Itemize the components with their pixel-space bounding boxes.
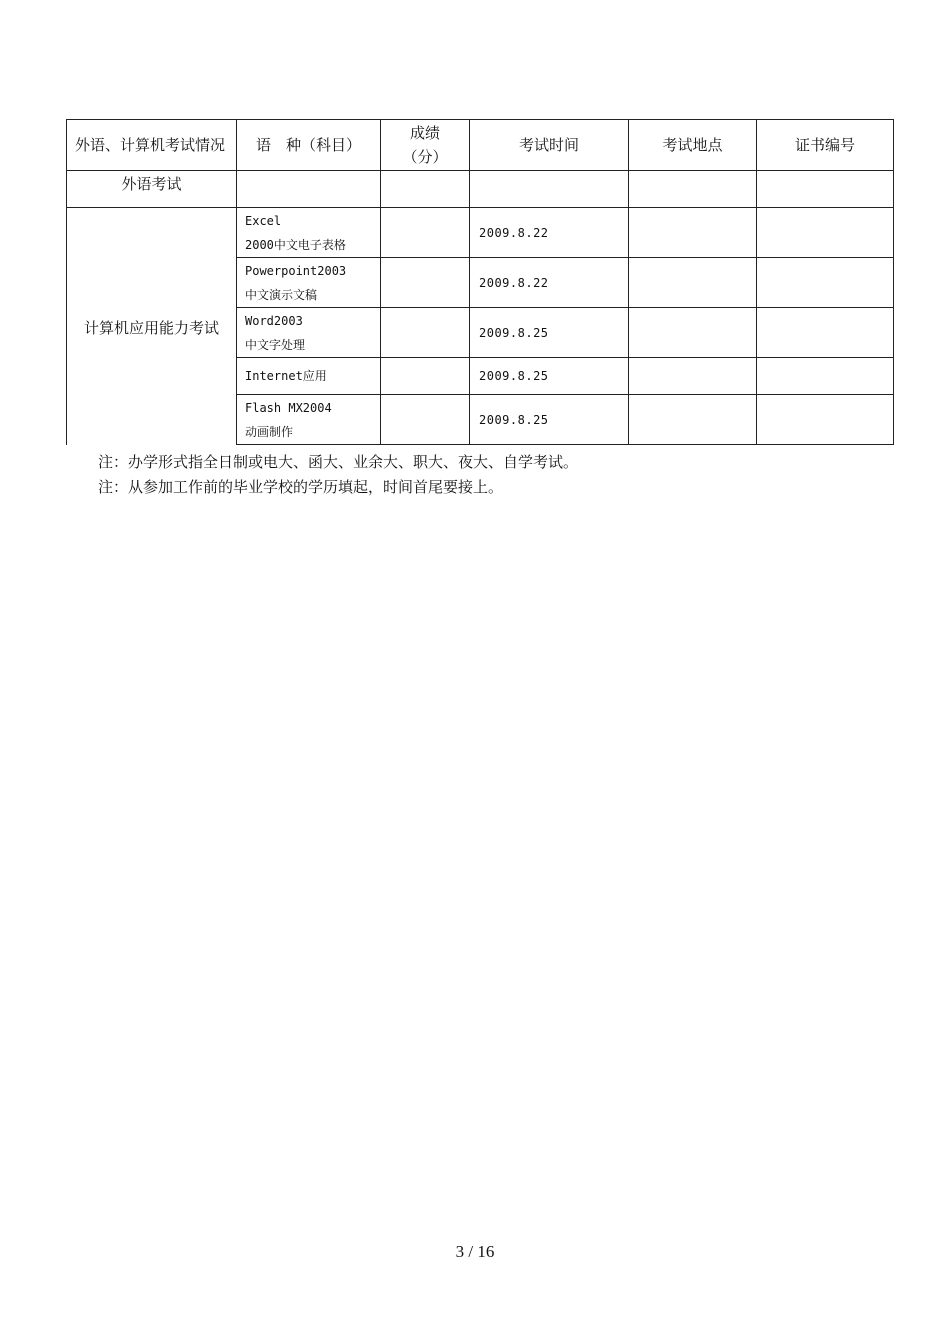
notes <box>98 450 578 500</box>
cert-cell[interactable] <box>757 358 894 395</box>
subject-line1: Flash MX2004 <box>245 400 332 415</box>
foreign-language-time-cell[interactable] <box>470 171 629 208</box>
foreign-language-place-cell[interactable] <box>629 171 757 208</box>
exam-table <box>66 119 894 445</box>
place-cell[interactable] <box>629 258 757 308</box>
subject-cell <box>237 308 381 358</box>
foreign-language-subject-cell[interactable] <box>237 171 381 208</box>
subject-line2: 中文演示文稿 <box>245 287 318 302</box>
header-cert: 证书编号 <box>757 120 894 171</box>
date-cell: 2009.8.25 <box>470 308 629 358</box>
date-cell: 2009.8.22 <box>470 208 629 258</box>
subject-line1: Excel <box>245 213 282 228</box>
header-score: 成绩（分） <box>381 120 470 171</box>
computer-exam-label: 计算机应用能力考试 <box>67 208 237 445</box>
note-line: 注：办学形式指全日制或电大、函大、业余大、职大、夜大、自学考试。 <box>98 453 579 471</box>
score-cell[interactable] <box>381 395 470 445</box>
header-time: 考试时间 <box>470 120 629 171</box>
place-cell[interactable] <box>629 395 757 445</box>
foreign-language-score-cell[interactable] <box>381 171 470 208</box>
subject-line2: 动画制作 <box>245 424 294 439</box>
note-line: 注：从参加工作前的毕业学校的学历填起，时间首尾要接上。 <box>98 478 504 496</box>
score-cell[interactable] <box>381 258 470 308</box>
subject-cell <box>237 258 381 308</box>
subject-cell <box>237 395 381 445</box>
header-subject: 语 种（科目） <box>237 120 381 171</box>
cert-cell[interactable] <box>757 208 894 258</box>
header-place: 考试地点 <box>629 120 757 171</box>
subject-line1: Word2003 <box>245 313 303 328</box>
subject-line2: 2000中文电子表格 <box>245 237 346 252</box>
date-cell: 2009.8.22 <box>470 258 629 308</box>
header-category: 外语、计算机考试情况 <box>67 120 237 171</box>
page-number: 3 / 16 <box>455 1242 495 1261</box>
foreign-language-row <box>67 171 894 208</box>
place-cell[interactable] <box>629 308 757 358</box>
place-cell[interactable] <box>629 358 757 395</box>
subject-cell <box>237 358 381 395</box>
cert-cell[interactable] <box>757 258 894 308</box>
place-cell[interactable] <box>629 208 757 258</box>
score-cell[interactable] <box>381 208 470 258</box>
foreign-language-cert-cell[interactable] <box>757 171 894 208</box>
subject-cell <box>237 208 381 258</box>
subject-line1: Internet应用 <box>245 369 327 383</box>
table-row <box>67 208 894 258</box>
date-cell: 2009.8.25 <box>470 395 629 445</box>
foreign-language-label: 外语考试 <box>67 171 237 208</box>
score-cell[interactable] <box>381 308 470 358</box>
score-cell[interactable] <box>381 358 470 395</box>
cert-cell[interactable] <box>757 395 894 445</box>
cert-cell[interactable] <box>757 308 894 358</box>
subject-line1: Powerpoint2003 <box>245 263 347 278</box>
header-row <box>67 120 894 171</box>
subject-line2: 中文字处理 <box>245 337 306 352</box>
date-cell: 2009.8.25 <box>470 358 629 395</box>
